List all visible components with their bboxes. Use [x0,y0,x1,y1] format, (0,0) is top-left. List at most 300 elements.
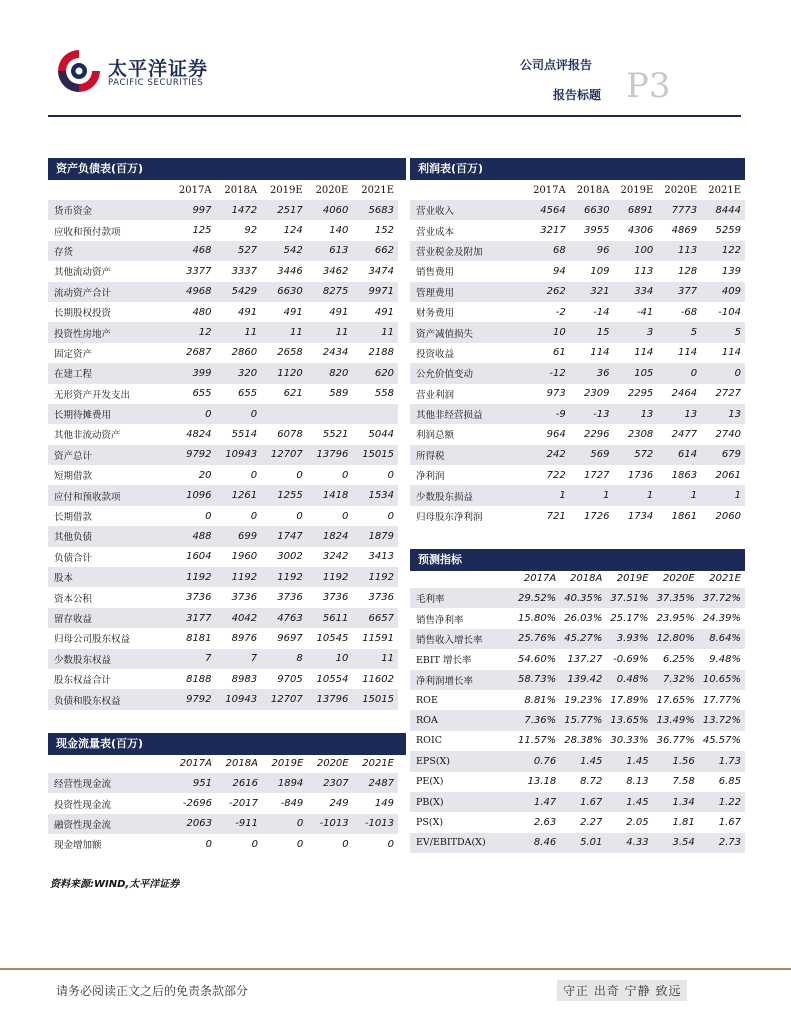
row-value: 2295 [627,388,654,400]
table-row [410,608,745,628]
row-label: ROIC [416,735,442,747]
row-value: 5.01 [560,833,606,853]
row-value: 613 [307,241,353,261]
row-value: 377 [657,282,701,302]
row-value: 13.18 [527,776,557,788]
row-value: 480 [192,306,212,318]
row-value: 7.58 [672,776,695,788]
row-value: 8976 [231,632,258,644]
row-value: 7 [216,649,262,669]
row-value: 92 [244,225,258,237]
row-label: 其他负债 [48,526,170,546]
row-value: 6657 [352,608,398,628]
table-row [48,465,398,485]
row-value: -9 [526,404,570,424]
row-value: 1.45 [560,751,606,771]
data-source-note: 资料来源:WIND,太平洋证券 [50,879,180,890]
row-value: -13 [570,404,614,424]
year-header: 2017A [523,572,557,584]
table-row [410,649,745,669]
year-header: 2019E [616,572,649,584]
row-value: 11602 [362,673,394,685]
year-header-blank [48,180,170,200]
row-value: 0 [216,404,262,424]
year-header: 2017A [179,757,212,769]
row-value: 699 [216,526,262,546]
row-value: 7 [170,649,216,669]
row-label: 长期股权投资 [54,308,112,320]
table-row [410,812,745,832]
row-label: 利润总额 [416,430,455,442]
row-value: -1013 [353,814,398,834]
row-label: 长期借款 [54,512,93,524]
table-row [410,261,745,281]
row-value: 1096 [170,485,216,505]
row-value: 2434 [322,347,349,359]
table-row [410,302,745,322]
row-value: 1.47 [514,792,560,812]
table-row [410,833,745,853]
row-value: 409 [701,282,745,302]
row-value: 4.33 [606,833,652,853]
row-value: 11 [352,649,398,669]
row-value: 0 [657,363,701,383]
balance-sheet-table [48,180,398,710]
row-value: 140 [329,225,349,237]
row-label: 管理费用 [410,282,526,302]
row-value: 9792 [170,445,216,465]
row-value: 5683 [352,200,398,220]
row-value: 572 [613,445,657,465]
row-value: 620 [352,363,398,383]
row-value: 1.45 [606,792,652,812]
row-value: 2740 [715,428,741,440]
row-value: 114 [590,347,610,359]
row-value: 8.81% [524,694,557,706]
table-row [410,710,745,730]
row-value: 2188 [368,347,394,359]
income-statement-title: 利润表(百万) [418,162,484,175]
row-value: 1418 [307,485,353,505]
row-label: 营业利润 [416,389,455,401]
row-value: 2296 [584,428,610,440]
row-value: 5429 [216,282,262,302]
row-value: 0 [262,814,307,834]
row-label: PS(X) [416,816,444,828]
company-motto: 守正 出奇 宁静 致远 [557,980,687,1001]
row-value: -41 [636,306,654,318]
row-label: 净利润增长率 [410,670,514,690]
row-value: 13.72% [699,710,745,730]
table-row [48,567,398,587]
table-row [410,220,745,240]
report-type: 公司点评报告 [520,58,593,72]
row-value: 321 [570,282,614,302]
table-row [410,322,745,342]
row-value: 951 [170,773,216,793]
row-value: 0 [387,838,394,850]
table-row [48,547,398,567]
row-value: 1894 [262,773,307,793]
table-row [48,343,398,363]
row-value: 10554 [316,673,349,685]
row-value: 2860 [231,347,258,359]
row-value: 1261 [216,485,262,505]
row-value: 45.57% [702,735,741,747]
row-value: 113 [657,241,701,261]
row-value: -12 [526,363,570,383]
row-label: 股东权益合计 [54,675,112,687]
row-value: 3736 [322,592,349,604]
row-value: 3242 [322,551,349,563]
row-value: 242 [526,445,570,465]
row-value: 10545 [316,632,349,644]
table-row [48,814,398,834]
row-value: 1255 [261,485,307,505]
table-row [48,793,398,813]
row-label: 股本 [48,567,170,587]
row-value: 399 [170,363,216,383]
income-statement-header [410,158,745,180]
row-label: 投资收益 [416,348,455,360]
row-value: 2517 [261,200,307,220]
row-value: 15.80% [518,613,557,625]
row-value: 9705 [277,673,303,685]
row-label: 其他流动资产 [54,267,112,279]
row-value: 54.60% [518,653,557,665]
year-header: 2018A [576,184,610,196]
row-value: 8.13 [626,776,649,788]
year-header: 2018A [570,572,603,584]
row-label: 无形资产开发支出 [54,389,131,401]
row-value: 820 [307,363,353,383]
row-label: 销售费用 [416,267,455,279]
row-value: 655 [237,388,258,400]
row-value: 19.23% [564,694,603,706]
row-value: 8444 [701,200,745,220]
table-row [48,322,398,342]
table-row [48,506,398,526]
row-value: 1472 [216,200,262,220]
year-header: 2017A [533,184,566,196]
table-row [410,363,745,383]
row-label: PB(X) [410,792,514,812]
table-row [410,200,745,220]
row-value: 1192 [352,567,398,587]
row-value: 3462 [322,265,349,277]
row-value: 542 [261,241,307,261]
row-value: 4306 [627,225,654,237]
row-value: 0 [701,363,745,383]
row-value: 68 [526,241,570,261]
row-value: 13 [613,404,657,424]
table-row [48,241,398,261]
row-value: 11591 [362,632,394,644]
row-value: 8983 [231,673,258,685]
row-value: 0.76 [514,751,560,771]
row-value: 8 [261,649,307,669]
row-value: 334 [613,282,657,302]
row-value: 25.17% [610,613,649,625]
row-value: 1734 [627,510,654,522]
row-value: 8275 [307,282,353,302]
row-value: 6630 [261,282,307,302]
row-value: 3955 [584,225,610,237]
row-value: 5 [701,322,745,342]
row-value: 662 [352,241,398,261]
row-value: 2.63 [533,816,557,828]
row-value: -2696 [182,798,212,810]
row-value: 17.65% [656,694,695,706]
income-statement-table [410,180,745,526]
row-value: 2.05 [626,816,649,828]
table-row [48,587,398,607]
row-value: 4824 [186,428,212,440]
row-value: 1604 [186,551,212,563]
row-value: 2.27 [580,816,603,828]
row-value: 37.51% [606,588,652,608]
row-label: 归母公司股东权益 [54,634,131,646]
row-value: 2616 [216,773,262,793]
row-value: 114 [634,347,654,359]
row-label: 其他非经营损益 [410,404,526,424]
year-header: 2019E [620,184,654,196]
row-value: 24.39% [702,613,741,625]
row-value: 6630 [570,200,614,220]
row-value: 1747 [261,526,307,546]
row-value: 320 [216,363,262,383]
row-value: 468 [170,241,216,261]
row-label: 经营性现金流 [48,773,170,793]
row-value: 3337 [231,265,258,277]
row-value: 1.73 [699,751,745,771]
row-value: -14 [593,306,610,318]
row-value: 11 [216,322,262,342]
row-value: 58.73% [514,670,560,690]
row-value: 1726 [584,510,610,522]
row-label: 营业税金及附加 [410,241,526,261]
row-value: 9697 [277,632,303,644]
forecast-table [410,568,745,853]
company-logo-icon [56,48,102,94]
row-label: 存货 [48,241,170,261]
row-value: 2061 [715,469,741,481]
balance-sheet-header [48,158,406,180]
row-value: 1120 [261,363,307,383]
table-row [410,629,745,649]
row-value: 37.35% [653,588,699,608]
year-header: 2021E [361,184,394,196]
table-row [48,261,398,281]
row-value: 0 [296,510,303,522]
row-value: 105 [613,363,657,383]
row-value: 3002 [277,551,303,563]
row-value: 614 [657,445,701,465]
row-value: 8181 [186,632,212,644]
row-label: 现金增加额 [54,840,102,852]
row-value: 3736 [368,592,394,604]
row-value: 5611 [307,608,353,628]
row-value: 9.48% [709,653,741,665]
table-row [410,384,745,404]
row-label: 负债和股东权益 [48,689,170,709]
row-value: 249 [329,798,349,810]
row-value: 7773 [657,200,701,220]
table-row [410,588,745,608]
row-label: ROA [410,710,514,730]
row-value: 9792 [170,689,216,709]
row-value: 11 [261,322,307,342]
row-value: 558 [374,388,394,400]
row-value: 0 [342,838,349,850]
row-value: 13796 [307,445,353,465]
row-value: -911 [216,814,262,834]
row-value: 122 [701,241,745,261]
row-label: 所得税 [410,445,526,465]
row-value: 2307 [307,773,352,793]
table-row [48,424,398,444]
row-value: 1861 [671,510,698,522]
cashflow-table [48,753,398,855]
row-value: -68 [680,306,698,318]
row-label: 销售收入增长率 [410,629,514,649]
row-value: 1.67 [718,816,741,828]
table-row [48,628,398,648]
year-header: 2019E [269,184,303,196]
row-label: 公允价值变动 [410,363,526,383]
row-label: EV/EBITDA(X) [410,833,514,853]
company-logo-name: 太平洋证券 [108,58,209,80]
row-value: 973 [546,388,566,400]
row-value: 10943 [216,689,262,709]
row-value: 6.25% [662,653,695,665]
row-value: 722 [546,469,566,481]
row-value: 2.73 [699,833,745,853]
year-header: 2017A [178,184,212,196]
row-value: 1.45 [606,751,652,771]
year-header: 2020E [664,184,698,196]
row-value: 9971 [352,282,398,302]
table-row [48,384,398,404]
row-value: 15015 [352,445,398,465]
row-value: 3217 [540,225,566,237]
row-label: 财务费用 [416,308,455,320]
table-row [48,404,398,424]
header-divider [48,115,741,117]
row-value: 13.65% [606,710,652,730]
table-row [410,792,745,812]
row-value: 96 [570,241,614,261]
row-value: 4042 [216,608,262,628]
row-value: 1 [701,485,745,505]
row-value: 4763 [261,608,307,628]
year-header-blank [410,180,526,200]
row-value: 1824 [307,526,353,546]
row-value: 109 [590,265,610,277]
row-value: 679 [701,445,745,465]
row-value: 45.27% [560,629,606,649]
row-value: 0 [296,838,304,850]
table-row [48,200,398,220]
table-row [48,608,398,628]
row-value: 3736 [277,592,303,604]
row-label: 在建工程 [48,363,170,383]
row-value: 11 [352,322,398,342]
row-value: 2487 [353,773,398,793]
row-label: 资本公积 [54,593,93,605]
row-value: 12707 [261,445,307,465]
row-value: 1 [570,485,614,505]
row-value: 0.48% [606,670,652,690]
row-value: 30.33% [610,735,649,747]
row-value: 15 [570,322,614,342]
row-value: 8.64% [699,629,745,649]
table-row [48,282,398,302]
row-value: 124 [283,225,303,237]
row-label: 资产总计 [48,445,170,465]
row-value: 26.03% [564,613,603,625]
row-value: 2477 [671,428,698,440]
row-value: 0 [250,469,258,481]
row-value: 12 [170,322,216,342]
row-value [307,404,353,424]
row-value: 2658 [277,347,303,359]
row-value: 3.93% [606,629,652,649]
row-value: 1960 [231,551,258,563]
row-label: PE(X) [416,776,444,788]
table-row [48,773,398,793]
row-value: 3377 [186,265,212,277]
row-value: 152 [374,225,394,237]
row-value: 13 [657,404,701,424]
row-value: 29.52% [514,588,560,608]
cashflow-header [48,733,406,755]
row-value: 1192 [216,567,262,587]
row-value: 10 [307,649,353,669]
row-label: 营业成本 [416,226,455,238]
page-number: P3 [626,66,671,106]
row-value: 15.77% [560,710,606,730]
row-value: 139.42 [560,670,606,690]
year-header: 2020E [662,572,695,584]
row-value: 491 [283,306,303,318]
row-value: 0 [251,838,258,850]
row-value: 0 [387,469,394,481]
row-label: 资产减值损失 [410,322,526,342]
cashflow-title: 现金流量表(百万) [56,737,144,750]
row-value: 36.77% [656,735,695,747]
row-label: 净利润 [416,471,445,483]
row-value: 4968 [170,282,216,302]
table-row [410,445,745,465]
row-label: 少数股东权益 [48,649,170,669]
row-value: 1.67 [560,792,606,812]
row-value: 15015 [352,689,398,709]
table-row [48,220,398,240]
row-value: 1192 [170,567,216,587]
table-row [410,465,745,485]
row-label: 流动资产合计 [48,282,170,302]
row-value: 1534 [352,485,398,505]
table-row [48,689,398,709]
year-header: 2021E [708,184,741,196]
row-value: 8188 [186,673,212,685]
row-value: 1 [657,485,701,505]
year-header: 2020E [316,757,349,769]
table-row [410,690,745,710]
row-label: 销售净利率 [416,614,464,626]
footer-divider [0,968,791,970]
